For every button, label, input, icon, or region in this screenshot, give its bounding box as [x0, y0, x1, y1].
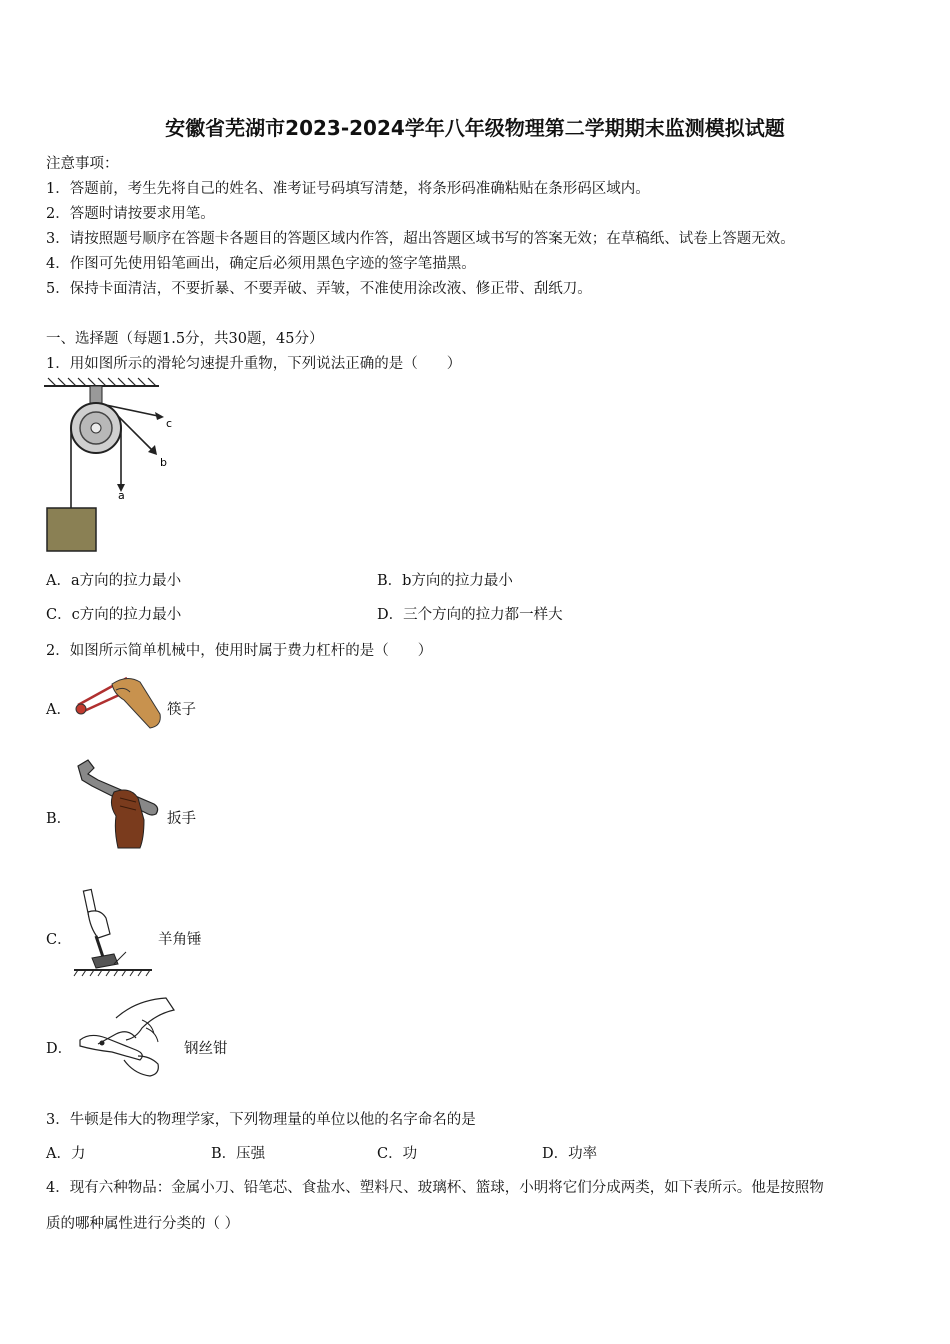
section-heading: 一、选择题（每题1.5分，共30题，45分） — [46, 331, 324, 347]
note-item: 2．答题时请按要求用笔。 — [46, 206, 215, 222]
q1-option-a: A．a方向的拉力最小 — [46, 573, 182, 589]
chopsticks-image — [72, 670, 167, 732]
question-4-stem-line2: 质的哪种属性进行分类的（ ） — [46, 1216, 240, 1232]
question-3-stem: 3．牛顿是伟大的物理学家，下列物理量的单位以他的名字命名的是 — [46, 1112, 476, 1128]
q3-option-d: D．功率 — [542, 1146, 598, 1162]
q1-option-d: D．三个方向的拉力都一样大 — [377, 607, 563, 623]
q2-option-a-letter: A． — [46, 702, 71, 718]
q2-option-b-label: 扳手 — [167, 811, 196, 827]
note-item: 3．请按照题号顺序在答题卡各题目的答题区域内作答，超出答题区域书写的答案无效；在草稿纸、试卷上答题无效。 — [46, 231, 795, 247]
q1-option-b: B．b方向的拉力最小 — [377, 573, 513, 589]
q2-option-a-label: 筷子 — [167, 702, 196, 718]
question-1-stem: 1．用如图所示的滑轮匀速提升重物，下列说法正确的是（ ） — [46, 356, 462, 372]
pulley-figure — [44, 378, 194, 553]
page-title: 安徽省芜湖市2023-2024学年八年级物理第二学期期末监测模拟试题 — [165, 116, 785, 140]
question-2-stem: 2．如图所示简单机械中，使用时属于费力杠杆的是（ ） — [46, 643, 433, 659]
q2-option-d-label: 钢丝钳 — [184, 1041, 228, 1057]
q3-option-c: C．功 — [377, 1146, 418, 1162]
question-4-stem-line1: 4．现有六种物品：金属小刀、铅笔芯、食盐水、塑料尺、玻璃杯、篮球，小明将它们分成两类，如下表所示。他是按照物 — [46, 1180, 824, 1196]
q2-option-b-letter: B． — [46, 811, 72, 827]
note-item: 4．作图可先使用铅笔画出，确定后必须用黑色字迹的签字笔描黑。 — [46, 256, 476, 272]
claw-hammer-image — [74, 888, 154, 980]
q3-option-b: B．压强 — [211, 1146, 266, 1162]
q2-option-d-letter: D． — [46, 1041, 73, 1057]
notes-heading: 注意事项： — [46, 156, 119, 172]
wrench-image — [74, 758, 164, 850]
label-c: c — [166, 417, 173, 430]
pliers-image — [76, 994, 180, 1080]
q3-option-a: A．力 — [46, 1146, 86, 1162]
note-item: 1．答题前，考生先将自己的姓名、准考证号码填写清楚，将条形码准确粘贴在条形码区域内。 — [46, 181, 650, 197]
q1-option-c: C．c方向的拉力最小 — [46, 607, 182, 623]
note-item: 5．保持卡面清洁，不要折暴、不要弄破、弄皱，不准使用涂改液、修正带、刮纸刀。 — [46, 281, 592, 297]
q2-option-c-label: 羊角锤 — [158, 932, 202, 948]
label-b: b — [160, 456, 167, 469]
q2-option-c-letter: C． — [46, 932, 72, 948]
label-a: a — [118, 489, 125, 502]
